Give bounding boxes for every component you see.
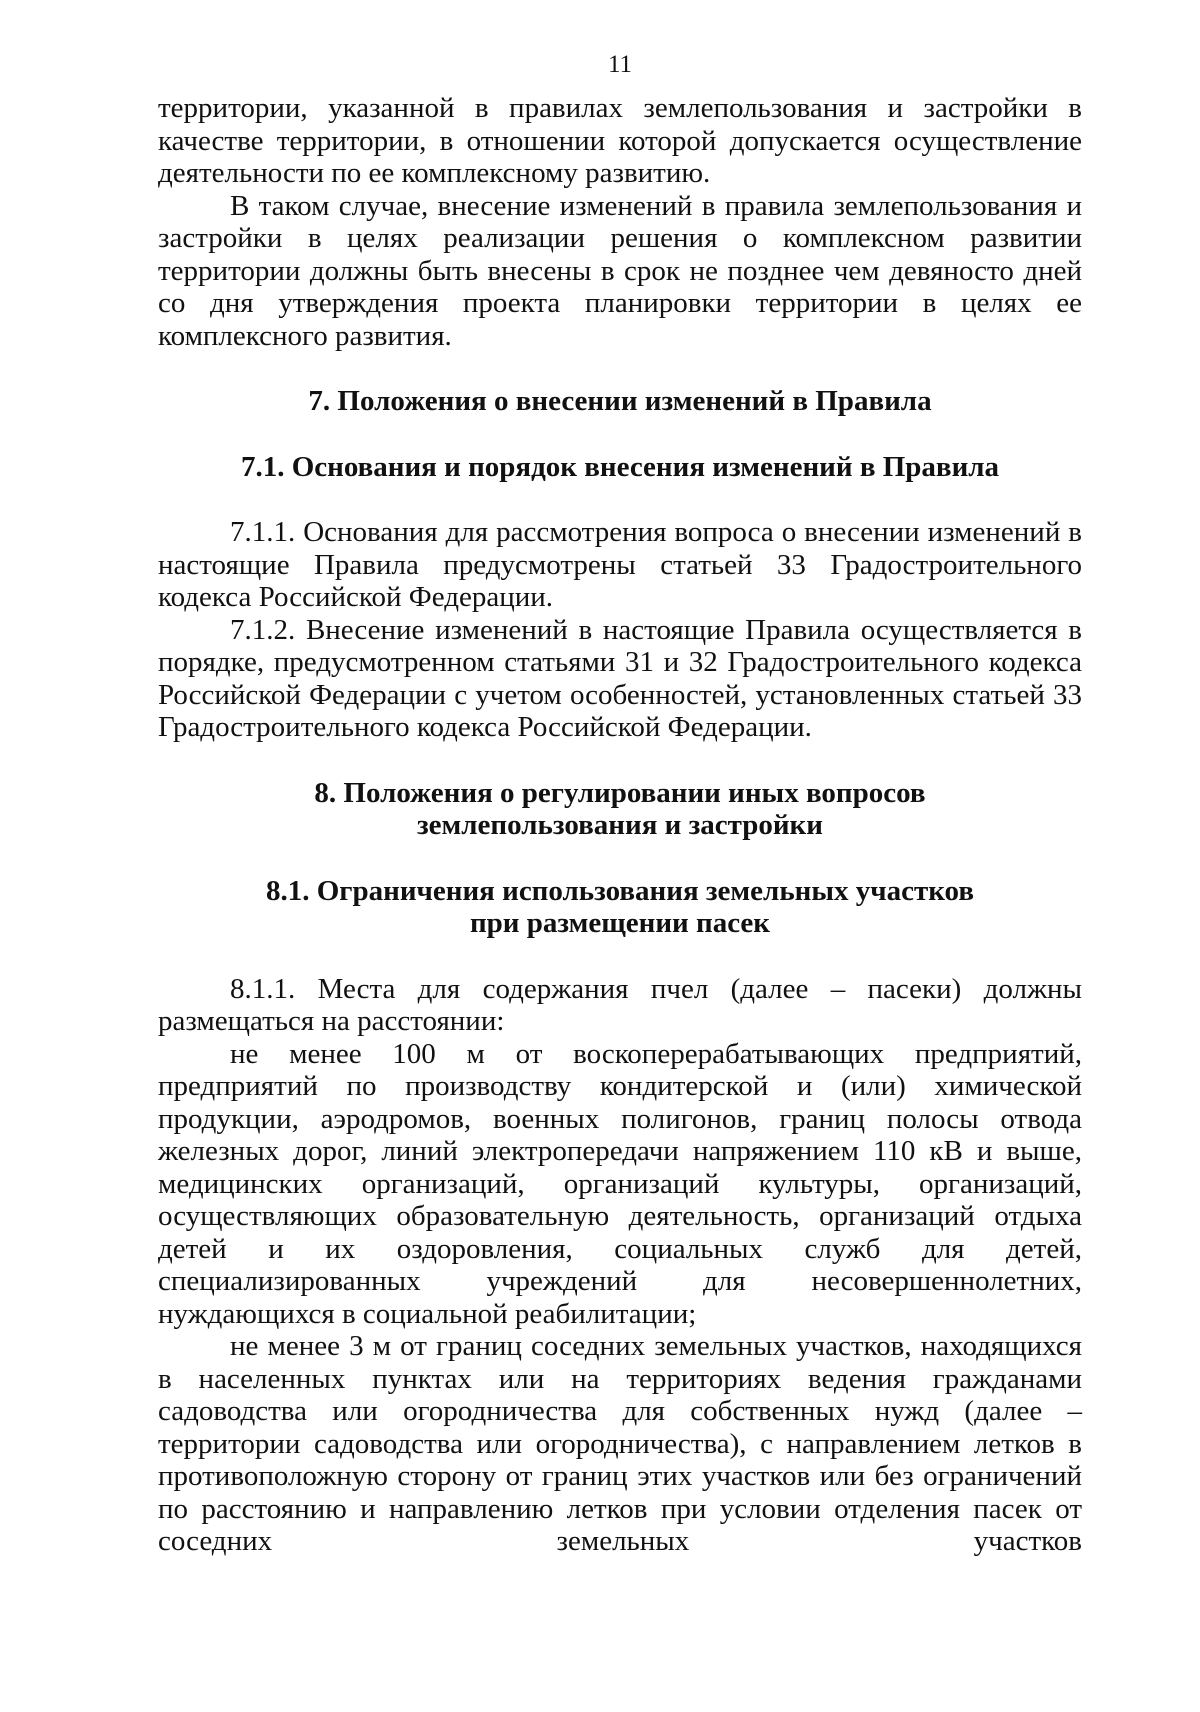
section-heading-8-1 <box>158 875 1082 940</box>
paragraph-8-1-1-distance-3m: не менее 3 м от границ соседних земельных участков, находящихся в населенных пунктах или на территориях ведения гражданами садоводства или огородничества для собственных нужд (далее – территории садоводства или огородничества), с направлением летков в противоположную сторону от границ этих участков или без ограничений по расстоянию и направлению летков при условии отделения пасек от соседних земельных участков <box>158 1330 1082 1557</box>
paragraph-amendment-deadline: В таком случае, внесение изменений в правила землепользования и застройки в целях реализации решения о комплексном развитии территории должны быть внесены в срок не позднее чем девяносто дней со дня утверждения проекта планировки территории в целях ее комплексного развития. <box>158 189 1082 352</box>
section-heading-8-line-2: землепользования и застройки <box>417 809 823 841</box>
paragraph-8-1-1-distance-100m: не менее 100 м от воскоперерабатывающих предприятий, предприятий по производству кондитерской и (или) химической продукции, аэродромов, военных полигонов, границ полосы отвода железных дорог, линий электропередачи напряжением 110 кВ и выше, медицинских организаций, организаций культуры, организаций, осуществляющих образовательную деятельность, организаций отдыха детей и их оздоровления, социальных служб для детей, специализированных учреждений для несовершеннолетних, нуждающихся в социальной реабилитации; <box>158 1037 1082 1330</box>
section-heading-8 <box>158 777 1082 842</box>
document-page <box>158 50 1082 1558</box>
section-heading-7-1: 7.1. Основания и порядок внесения изменений в Правила <box>240 450 1000 483</box>
paragraph-continuation: территории, указанной в правилах землепользования и застройки в качестве территории, в отношении которой допускается осуществление деятельности по ее комплексному развитию. <box>158 92 1082 189</box>
section-heading-8-line-1: 8. Положения о регулировании иных вопросов <box>314 776 926 809</box>
paragraph-7-1-1: 7.1.1. Основания для рассмотрения вопроса о внесении изменений в настоящие Правила предусмотрены статьей 33 Градостроительного кодекса Российской Федерации. <box>158 516 1082 613</box>
section-heading-7: 7. Положения о внесении изменений в Правила <box>308 385 932 417</box>
section-heading-8-1-line-2: при размещении пасек <box>469 907 771 939</box>
paragraph-8-1-1: 8.1.1. Места для содержания пчел (далее – пасеки) должны размещаться на расстоянии: <box>158 972 1082 1037</box>
section-heading-8-1-line-1: 8.1. Ограничения использования земельных участков <box>266 874 974 907</box>
page-number: 11 <box>607 51 633 78</box>
paragraph-7-1-2: 7.1.2. Внесение изменений в настоящие Правила осуществляется в порядке, предусмотренном статьями 31 и 32 Градостроительного кодекса Российской Федерации с учетом особенностей, установленных статьей 33 Градостроительного кодекса Российской Федерации. <box>158 613 1082 743</box>
